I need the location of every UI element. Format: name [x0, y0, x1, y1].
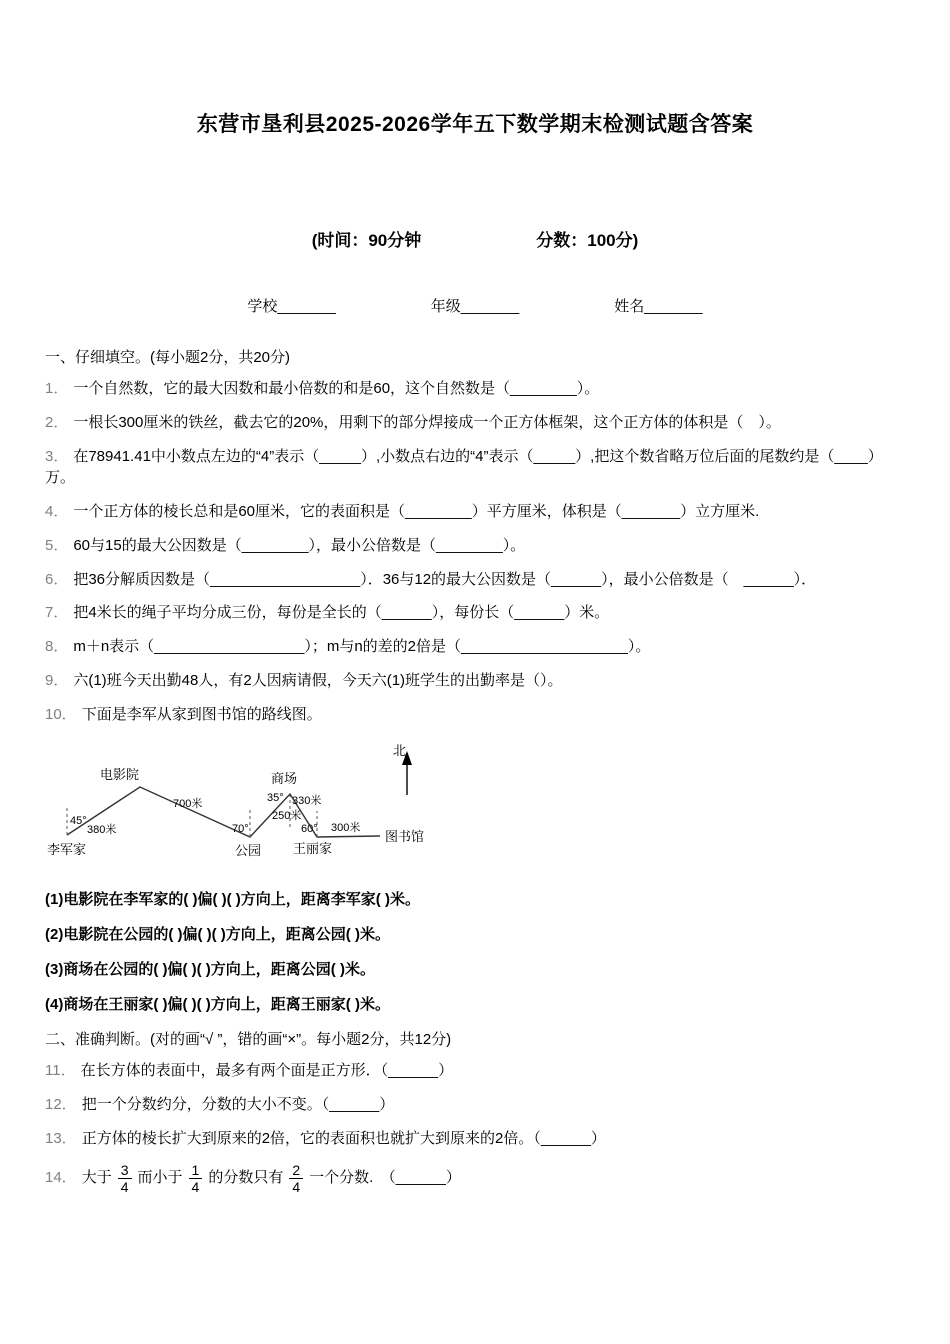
section1-header: 一、仔细填空。(每小题2分，共20分) — [45, 349, 291, 366]
sub-question-2: (2)电影院在公园的( )偏( )( )方向上，距离公园( )米。 — [45, 926, 390, 944]
label-wangli-home: 王丽家 — [293, 841, 333, 857]
question-text: 的分数只有 — [208, 1169, 284, 1187]
question-text: 在长方体的表面中，最多有两个面是正方形．（______） — [80, 1062, 454, 1080]
question-number: 5． — [45, 536, 69, 554]
fraction-numerator: 2 — [289, 1162, 303, 1179]
section2-header: 二、准确判断。(对的画“√ ”，错的画“×”。每小题2分，共12分) — [45, 1031, 452, 1049]
label-angle-45: 45° — [70, 815, 87, 828]
sub-question-1: (1)电影院在李军家的( )偏( )( )方向上，距离李军家( )米。 — [45, 891, 420, 909]
label-distance-300: 300米 — [331, 822, 361, 835]
fraction-numerator: 1 — [189, 1162, 203, 1179]
question-number: 12． — [45, 1096, 77, 1113]
label-angle-70: 70° — [232, 823, 249, 836]
label-mall: 商场 — [271, 771, 298, 787]
fraction-denominator: 4 — [292, 1178, 301, 1195]
question-number: 7． — [45, 604, 69, 622]
fraction-2-4 — [289, 1162, 303, 1195]
question-number: 8． — [45, 638, 69, 655]
time-label: (时间：90分钟 — [311, 231, 422, 250]
question-text: 把36分解质因数是（__________________）．36与12的最大公因数是（______），最小公倍数是（ ______）． — [73, 570, 817, 588]
name-field: 姓名_______ — [614, 298, 703, 315]
question-number: 3． — [45, 447, 69, 465]
question-text: 正方体的棱长扩大到原来的2倍，它的表面积也就扩大到原来的2倍。（______） — [81, 1129, 606, 1147]
question-9 — [45, 670, 905, 692]
question-number: 2． — [45, 413, 69, 431]
question-text: 在78941.41中小数点左边的“4”表示（_____）,小数点右边的“4”表示（_____）,把这个数省略万位后面的尾数约是（____）万。 — [45, 447, 883, 487]
score-label: 分数：100分) — [536, 231, 639, 250]
grade-field: 年级_______ — [430, 298, 520, 315]
question-text: 而小于 — [137, 1169, 183, 1187]
question-text: 下面是李军从家到图书馆的路线图。 — [81, 705, 322, 723]
sub-question-3: (3)商场在公园的( )偏( )( )方向上，距离公园( )米。 — [45, 961, 375, 979]
question-2 — [45, 412, 905, 434]
question-number: 10． — [45, 705, 77, 723]
fraction-denominator: 4 — [120, 1178, 129, 1195]
question-number: 4． — [45, 503, 69, 520]
exam-body — [45, 346, 905, 1195]
school-field: 学校_______ — [247, 298, 336, 315]
route-map — [45, 737, 465, 872]
question-text: 把4米长的绳子平均分成三份，每份是全长的（______），每份长（______）米。 — [73, 604, 610, 622]
page-title: 东营市垦利县2025-2026学年五下数学期末检测试题含答案 — [196, 113, 754, 136]
label-distance-380: 380米 — [87, 824, 117, 837]
question-10 — [45, 704, 905, 726]
question-number: 6． — [45, 570, 69, 588]
question-text: 大于 — [81, 1169, 112, 1187]
question-number: 9． — [45, 671, 69, 689]
question-1 — [45, 378, 905, 400]
exam-meta — [45, 226, 905, 251]
label-cinema: 电影院 — [100, 767, 140, 783]
label-distance-250: 250米 — [272, 810, 302, 823]
question-13 — [45, 1128, 905, 1150]
label-distance-330: 330米 — [292, 795, 322, 808]
question-text: 把一个分数约分，分数的大小不变。（______） — [81, 1096, 395, 1113]
question-text: 一个分数. （______） — [309, 1169, 461, 1187]
fraction-3-4 — [118, 1162, 132, 1195]
label-angle-60: 60° — [301, 823, 318, 836]
question-12 — [45, 1094, 905, 1116]
question-5 — [45, 535, 905, 557]
question-11 — [45, 1060, 905, 1082]
question-number: 1． — [45, 380, 69, 397]
question-4 — [45, 501, 905, 523]
question-8 — [45, 636, 905, 658]
sub-question-4: (4)商场在王丽家( )偏( )( )方向上，距离王丽家( )米。 — [45, 996, 390, 1014]
label-park: 公园 — [235, 843, 262, 859]
question-text: 一个正方体的棱长总和是60厘米，它的表面积是（________）平方厘米，体积是（_______）立方厘米. — [73, 503, 760, 520]
label-library: 图书馆 — [385, 829, 425, 845]
fraction-numerator: 3 — [118, 1162, 132, 1179]
label-distance-700: 700米 — [173, 798, 203, 811]
question-text: 一个自然数，它的最大因数和最小倍数的和是60，这个自然数是（________）。 — [73, 380, 600, 397]
question-text: 六(1)班今天出勤48人，有2人因病请假，今天六(1)班学生的出勤率是（）。 — [73, 671, 563, 689]
question-7 — [45, 602, 905, 624]
question-number: 13． — [45, 1129, 77, 1147]
fraction-1-4 — [189, 1162, 203, 1195]
label-north: 北 — [393, 743, 407, 759]
question-text: 60与15的最大公因数是（________），最小公倍数是（________）。 — [73, 536, 526, 554]
fraction-denominator: 4 — [191, 1178, 200, 1195]
identity-row — [45, 295, 905, 316]
question-number: 11． — [45, 1062, 76, 1080]
label-angle-35: 35° — [267, 792, 284, 805]
question-3 — [45, 446, 905, 490]
question-number: 14． — [45, 1169, 77, 1187]
route-sub-questions — [45, 888, 905, 1014]
question-14 — [45, 1162, 905, 1195]
label-lijun-home: 李军家 — [47, 842, 87, 858]
question-text: 一根长300厘米的铁丝，截去它的20%，用剩下的部分焊接成一个正方体框架，这个正方体的体积是（ ）。 — [73, 413, 781, 431]
question-text: m＋n表示（__________________）；m与n的差的2倍是（____________________）。 — [73, 638, 651, 655]
question-6 — [45, 569, 905, 591]
